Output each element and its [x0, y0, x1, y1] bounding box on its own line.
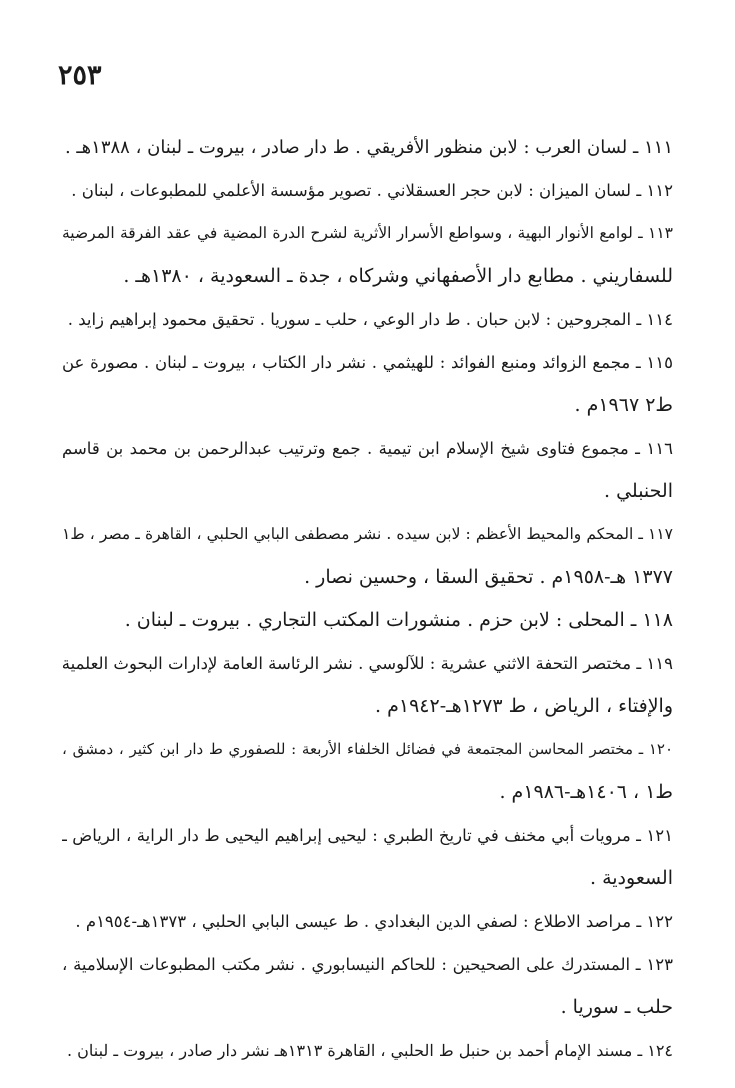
- bibliography-list: [62, 126, 673, 1072]
- bibliography-line: ١٢٠ ـ مختصر المحاسن المجتمعة في فضائل الخلفاء الأربعة : للصفوري ط دار ابن كثير ، دمشق ،: [62, 740, 673, 758]
- bibliography-line: ١٢٤ ـ مسند الإمام أحمد بن حنبل ط الحلبي ، القاهرة ١٣١٣هـ نشر دار صادر ، بيروت ـ لبنان .: [66, 1041, 673, 1060]
- bibliography-line: ١١٨ ـ المحلى : لابن حزم . منشورات المكتب التجاري . بيروت ـ لبنان .: [124, 609, 673, 631]
- bibliography-line: ١١٢ ـ لسان الميزان : لابن حجر العسقلاني . تصوير مؤسسة الأعلمي للمطبوعات ، لبنان .: [71, 181, 673, 200]
- bibliography-line: للسفاريني . مطابع دار الأصفهاني وشركاه ، جدة ـ السعودية ، ١٣٨٠هـ .: [123, 265, 673, 287]
- bibliography-line: السعودية .: [589, 867, 673, 889]
- bibliography-line: ١١٩ ـ مختصر التحفة الاثني عشرية : للآلوسي . نشر الرئاسة العامة لإدارات البحوث العلمية: [62, 654, 673, 673]
- bibliography-line: ١٣٧٧ هـ-١٩٥٨م . تحقيق السقا ، وحسين نصار .: [304, 566, 673, 588]
- bibliography-line: ١١٣ ـ لوامع الأنوار البهية ، وسواطع الأسرار الأثرية لشرح الدرة المضية في عقد الفرقة المرضية: [62, 224, 673, 242]
- bibliography-line: ١١٥ ـ مجمع الزوائد ومنبع الفوائد : للهيثمي . نشر دار الكتاب ، بيروت ـ لبنان . مصورة عن: [62, 353, 673, 372]
- bibliography-line: ط٢ ١٩٦٧م .: [574, 394, 673, 416]
- bibliography-line: ١٢٢ ـ مراصد الاطلاع : لصفي الدين البغدادي . ط عيسى البابي الحلبي ، ١٣٧٣هـ-١٩٥٤م .: [75, 912, 673, 931]
- bibliography-line: ط١ ، ١٤٠٦هـ-١٩٨٦م .: [499, 781, 673, 803]
- bibliography-line: ١١٤ ـ المجروحين : لابن حبان . ط دار الوعي ، حلب ـ سوريا . تحقيق محمود إبراهيم زايد .: [67, 310, 673, 329]
- bibliography-line: ١٢١ ـ مرويات أبي مخنف في تاريخ الطبري : ليحيى إبراهيم اليحيى ط دار الراية ، الرياض ـ: [62, 826, 673, 845]
- page-number: ٢٥٣: [58, 60, 102, 91]
- bibliography-line: ١١٧ ـ المحكم والمحيط الأعظم : لابن سيده . نشر مصطفى البابي الحلبي ، القاهرة ـ مصر ، ط١: [62, 525, 673, 543]
- bibliography-line: ١١٦ ـ مجموع فتاوى شيخ الإسلام ابن تيمية . جمع وترتيب عبدالرحمن بن محمد بن قاسم: [62, 439, 673, 458]
- bibliography-line: والإفتاء ، الرياض ، ط ١٢٧٣هـ-١٩٤٢م .: [375, 695, 673, 717]
- bibliography-line: الحنبلي .: [603, 480, 673, 502]
- bibliography-line: ١٢٣ ـ المستدرك على الصحيحين : للحاكم النيسابوري . نشر مكتب المطبوعات الإسلامية ،: [62, 955, 673, 974]
- bibliography-line: حلب ـ سوريا .: [560, 996, 673, 1018]
- bibliography-line: ١١١ ـ لسان العرب : لابن منظور الأفريقي . ط دار صادر ، بيروت ـ لبنان ، ١٣٨٨هـ .: [64, 137, 673, 158]
